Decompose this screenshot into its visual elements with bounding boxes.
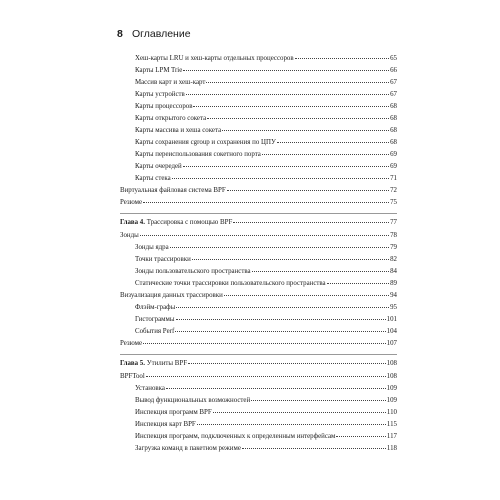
toc-entry[interactable] <box>120 77 397 89</box>
toc-page-number: 68 <box>390 103 397 110</box>
dot-leader <box>176 319 386 320</box>
toc-entry[interactable] <box>120 443 397 455</box>
toc-page-number: 108 <box>386 360 397 367</box>
toc-page-number: 95 <box>390 304 397 311</box>
dot-leader <box>140 235 389 236</box>
toc-entry[interactable] <box>120 419 397 431</box>
toc-entry[interactable] <box>120 290 397 302</box>
toc-entry[interactable] <box>120 371 397 383</box>
toc-page-number: 72 <box>390 187 397 194</box>
dot-leader <box>172 178 389 179</box>
toc-page-number: 104 <box>386 328 397 335</box>
toc-entry[interactable] <box>120 53 397 65</box>
toc-entry[interactable] <box>120 149 397 161</box>
toc-page-number: 109 <box>386 385 397 392</box>
dot-leader <box>251 400 385 401</box>
toc-entry-title: Карты процессоров <box>135 103 193 110</box>
dot-leader <box>233 222 389 223</box>
toc-entry-title: Карты стека <box>135 175 171 182</box>
dot-leader <box>170 247 389 248</box>
chapter-number: Глава 4. <box>120 219 145 226</box>
dot-leader <box>262 154 389 155</box>
toc-page-number: 65 <box>390 55 397 62</box>
toc-page-number: 78 <box>390 232 397 239</box>
chapter-separator <box>120 354 397 355</box>
toc-entry-title: Карты сохранения cgroup и сохранения по ЦПУ <box>135 139 276 146</box>
chapter-title: Трассировка с помощью BPF <box>146 219 233 226</box>
dot-leader <box>242 448 386 449</box>
toc-entry-title: Инспекция программ BPF <box>135 409 212 416</box>
toc-entry-title: Установка <box>135 385 165 392</box>
toc-entry-title: Резюме <box>120 199 143 206</box>
running-header <box>117 27 397 41</box>
toc-entry[interactable] <box>120 326 397 338</box>
toc-page-number: 69 <box>390 151 397 158</box>
toc-entry[interactable] <box>120 137 397 149</box>
dot-leader <box>146 376 386 377</box>
toc-page-number: 75 <box>390 199 397 206</box>
toc-page-number: 110 <box>386 409 397 416</box>
toc-entry[interactable] <box>120 302 397 314</box>
dot-leader <box>188 363 386 364</box>
toc-entry-title: Статические точки трассировки пользовательского пространства <box>135 280 326 287</box>
toc-page-number: 94 <box>390 292 397 299</box>
toc-page-number: 71 <box>390 175 397 182</box>
toc-entry-title: Инспекция карт BPF <box>135 421 196 428</box>
page-number: 8 <box>117 28 123 40</box>
dot-leader <box>207 118 389 119</box>
toc-entry-title: Точки трассировки <box>135 256 191 263</box>
toc-page-number: 117 <box>386 433 397 440</box>
toc-entry-title: Карты очередей <box>135 163 182 170</box>
dot-leader <box>206 82 389 83</box>
toc-page-number: 89 <box>390 280 397 287</box>
toc-page-number: 107 <box>386 340 397 347</box>
toc-page-number: 67 <box>390 91 397 98</box>
chapter-number: Глава 5. <box>120 360 145 367</box>
toc-page-number: 68 <box>390 139 397 146</box>
toc-entry-title: Флэйм-графы <box>135 304 176 311</box>
toc-page-number: 66 <box>390 67 397 74</box>
toc-entry[interactable] <box>120 161 397 173</box>
dot-leader <box>277 142 389 143</box>
toc-entry-title: Карты открытого сокета <box>135 115 207 122</box>
dot-leader <box>175 331 385 332</box>
dot-leader <box>143 202 389 203</box>
toc-page-number: 101 <box>386 316 397 323</box>
dot-leader <box>183 166 389 167</box>
toc-entry[interactable] <box>120 395 397 407</box>
toc-entry[interactable] <box>120 197 397 209</box>
toc-entry-title: Карты LPM Trie <box>135 67 183 74</box>
toc-entry-title: Инспекция программ, подключенных к определенным интерфейсам <box>135 433 336 440</box>
toc-entry[interactable] <box>120 185 397 197</box>
toc-entry-title: Вывод функциональных возможностей <box>135 397 251 404</box>
toc-page-number: 118 <box>386 445 397 452</box>
chapter-title: Утилиты BPF <box>146 360 188 367</box>
toc-entry-title: BPFTool <box>120 373 145 380</box>
toc-page-number: 68 <box>390 127 397 134</box>
dot-leader <box>176 307 389 308</box>
dot-leader <box>295 58 389 59</box>
toc-entry-title: Резюме <box>120 340 143 347</box>
toc-page-number: 69 <box>390 163 397 170</box>
toc-entry-title: Виртуальная файловая система BPF <box>120 187 226 194</box>
dot-leader <box>213 412 386 413</box>
toc-entry[interactable] <box>120 173 397 185</box>
toc-entry[interactable] <box>120 314 397 326</box>
toc-entry-title: Зонды <box>120 232 139 239</box>
chapter-separator <box>120 213 397 214</box>
toc-entry[interactable] <box>120 338 397 350</box>
toc-entry[interactable] <box>120 101 397 113</box>
toc-entry-title: События Perf <box>135 328 175 335</box>
toc-entry-title: Визуализация данных трассировки <box>120 292 223 299</box>
toc-entry-title: Гистограммы <box>135 316 175 323</box>
dot-leader <box>336 436 386 437</box>
toc-entry-title: Зонды пользовательского пространства <box>135 268 251 275</box>
toc-entry[interactable] <box>120 230 397 242</box>
toc-chapter-entry[interactable] <box>120 358 397 370</box>
toc-entry-title: Карты массива и хеша сокета <box>135 127 222 134</box>
toc-entry-title: Карты устройств <box>135 91 185 98</box>
toc-entry[interactable] <box>120 113 397 125</box>
toc-page-number: 109 <box>386 397 397 404</box>
toc-entry[interactable] <box>120 407 397 419</box>
dot-leader <box>222 130 389 131</box>
toc-page-number: 67 <box>390 79 397 86</box>
toc-entry[interactable] <box>120 89 397 101</box>
toc-entry-title: Загрузка команд в пакетном режиме <box>135 445 241 452</box>
dot-leader <box>166 388 386 389</box>
toc-entry-title: Массив карт и хеш-карт <box>135 79 206 86</box>
dot-leader <box>186 94 389 95</box>
toc-entry[interactable] <box>120 65 397 77</box>
toc-entry-title: Хеш-карты LRU и хеш-карты отдельных процессоров <box>135 55 294 62</box>
toc-page-number: 77 <box>390 219 397 226</box>
toc-entry[interactable] <box>120 254 397 266</box>
toc-page-number: 108 <box>386 373 397 380</box>
toc-entry-title: Карты переиспользования сокетного порта <box>135 151 261 158</box>
toc-entry-title <box>120 358 187 370</box>
toc-page-number: 84 <box>390 268 397 275</box>
toc-entry[interactable] <box>120 125 397 137</box>
dot-leader <box>224 295 389 296</box>
toc-entry-title <box>120 217 232 229</box>
dot-leader <box>197 424 386 425</box>
dot-leader <box>327 283 389 284</box>
dot-leader <box>183 70 389 71</box>
dot-leader <box>143 343 386 344</box>
toc-chapter-entry[interactable] <box>120 217 397 229</box>
toc-entry[interactable] <box>120 383 397 395</box>
toc-page-number: 68 <box>390 115 397 122</box>
running-title: Оглавление <box>132 28 191 40</box>
toc-entry[interactable] <box>120 278 397 290</box>
dot-leader <box>192 259 389 260</box>
toc-page-number: 82 <box>390 256 397 263</box>
toc-entry[interactable] <box>120 431 397 443</box>
dot-leader <box>227 190 389 191</box>
dot-leader <box>252 271 390 272</box>
toc-entry-title: Зонды ядра <box>135 244 169 251</box>
toc-entry[interactable] <box>120 266 397 278</box>
toc-entry[interactable] <box>120 242 397 254</box>
toc-page-number: 115 <box>386 421 397 428</box>
toc-page-number: 79 <box>390 244 397 251</box>
dot-leader <box>193 106 389 107</box>
